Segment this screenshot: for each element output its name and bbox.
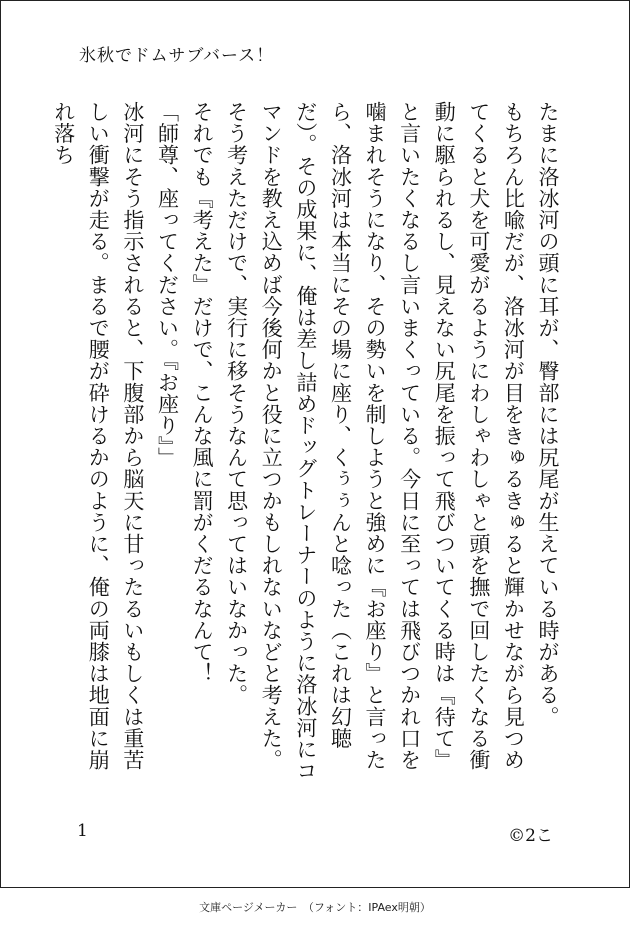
paragraph: それでも『考えた』だけで、こんな風に罰がくだるなんて！ <box>190 101 215 685</box>
paragraph: たまに洛冰河の頭に耳が、臀部には尻尾が生えている時がある。 <box>536 101 560 728</box>
page-number: 1 <box>77 821 88 841</box>
novel-body-text <box>51 101 565 791</box>
paragraph: 冰河にそう指示されると、下腹部から脳天に甘ったるいもしくは重苦しい衝撃が走る。まるで腰が砕けるかのように、俺の両膝は地面に崩れ落ち <box>51 101 145 771</box>
page-title: 氷秋でドムサブバース！ <box>79 46 275 66</box>
author-credit: ©2こ <box>508 826 553 846</box>
paragraph: もちろん比喩だが、洛冰河が目をきゅるきゅると輝かせながら見つめてくると犬を可愛がるようにわしゃわしゃと頭を撫で回したくなる衝動に駆られるし、見えない尻尾を振って飛びついてくる時は『待て』と言いたくなるし言いまくっている。今日に至っては飛びつかれ口を噛まれそうになり、その勢いを制しようと強めに『お座り』と言ったら、洛冰河は本当にその場に座り、くぅぅんと唸った（これは幻聴だ）。その成果に、俺は差し詰めドッグトレーナーのように洛冰河にコマンドを教え込めば今後何かと役に立つかもしれないなどと考えた。そう考えただけで、実行に移そうなんて思ってはいなかった。 <box>224 101 526 782</box>
paragraph: 「師尊、座ってください。『お座り』」 <box>155 101 180 469</box>
app-credit-footer: 文庫ページメーカー （フォント：IPAex明朝） <box>199 901 431 914</box>
